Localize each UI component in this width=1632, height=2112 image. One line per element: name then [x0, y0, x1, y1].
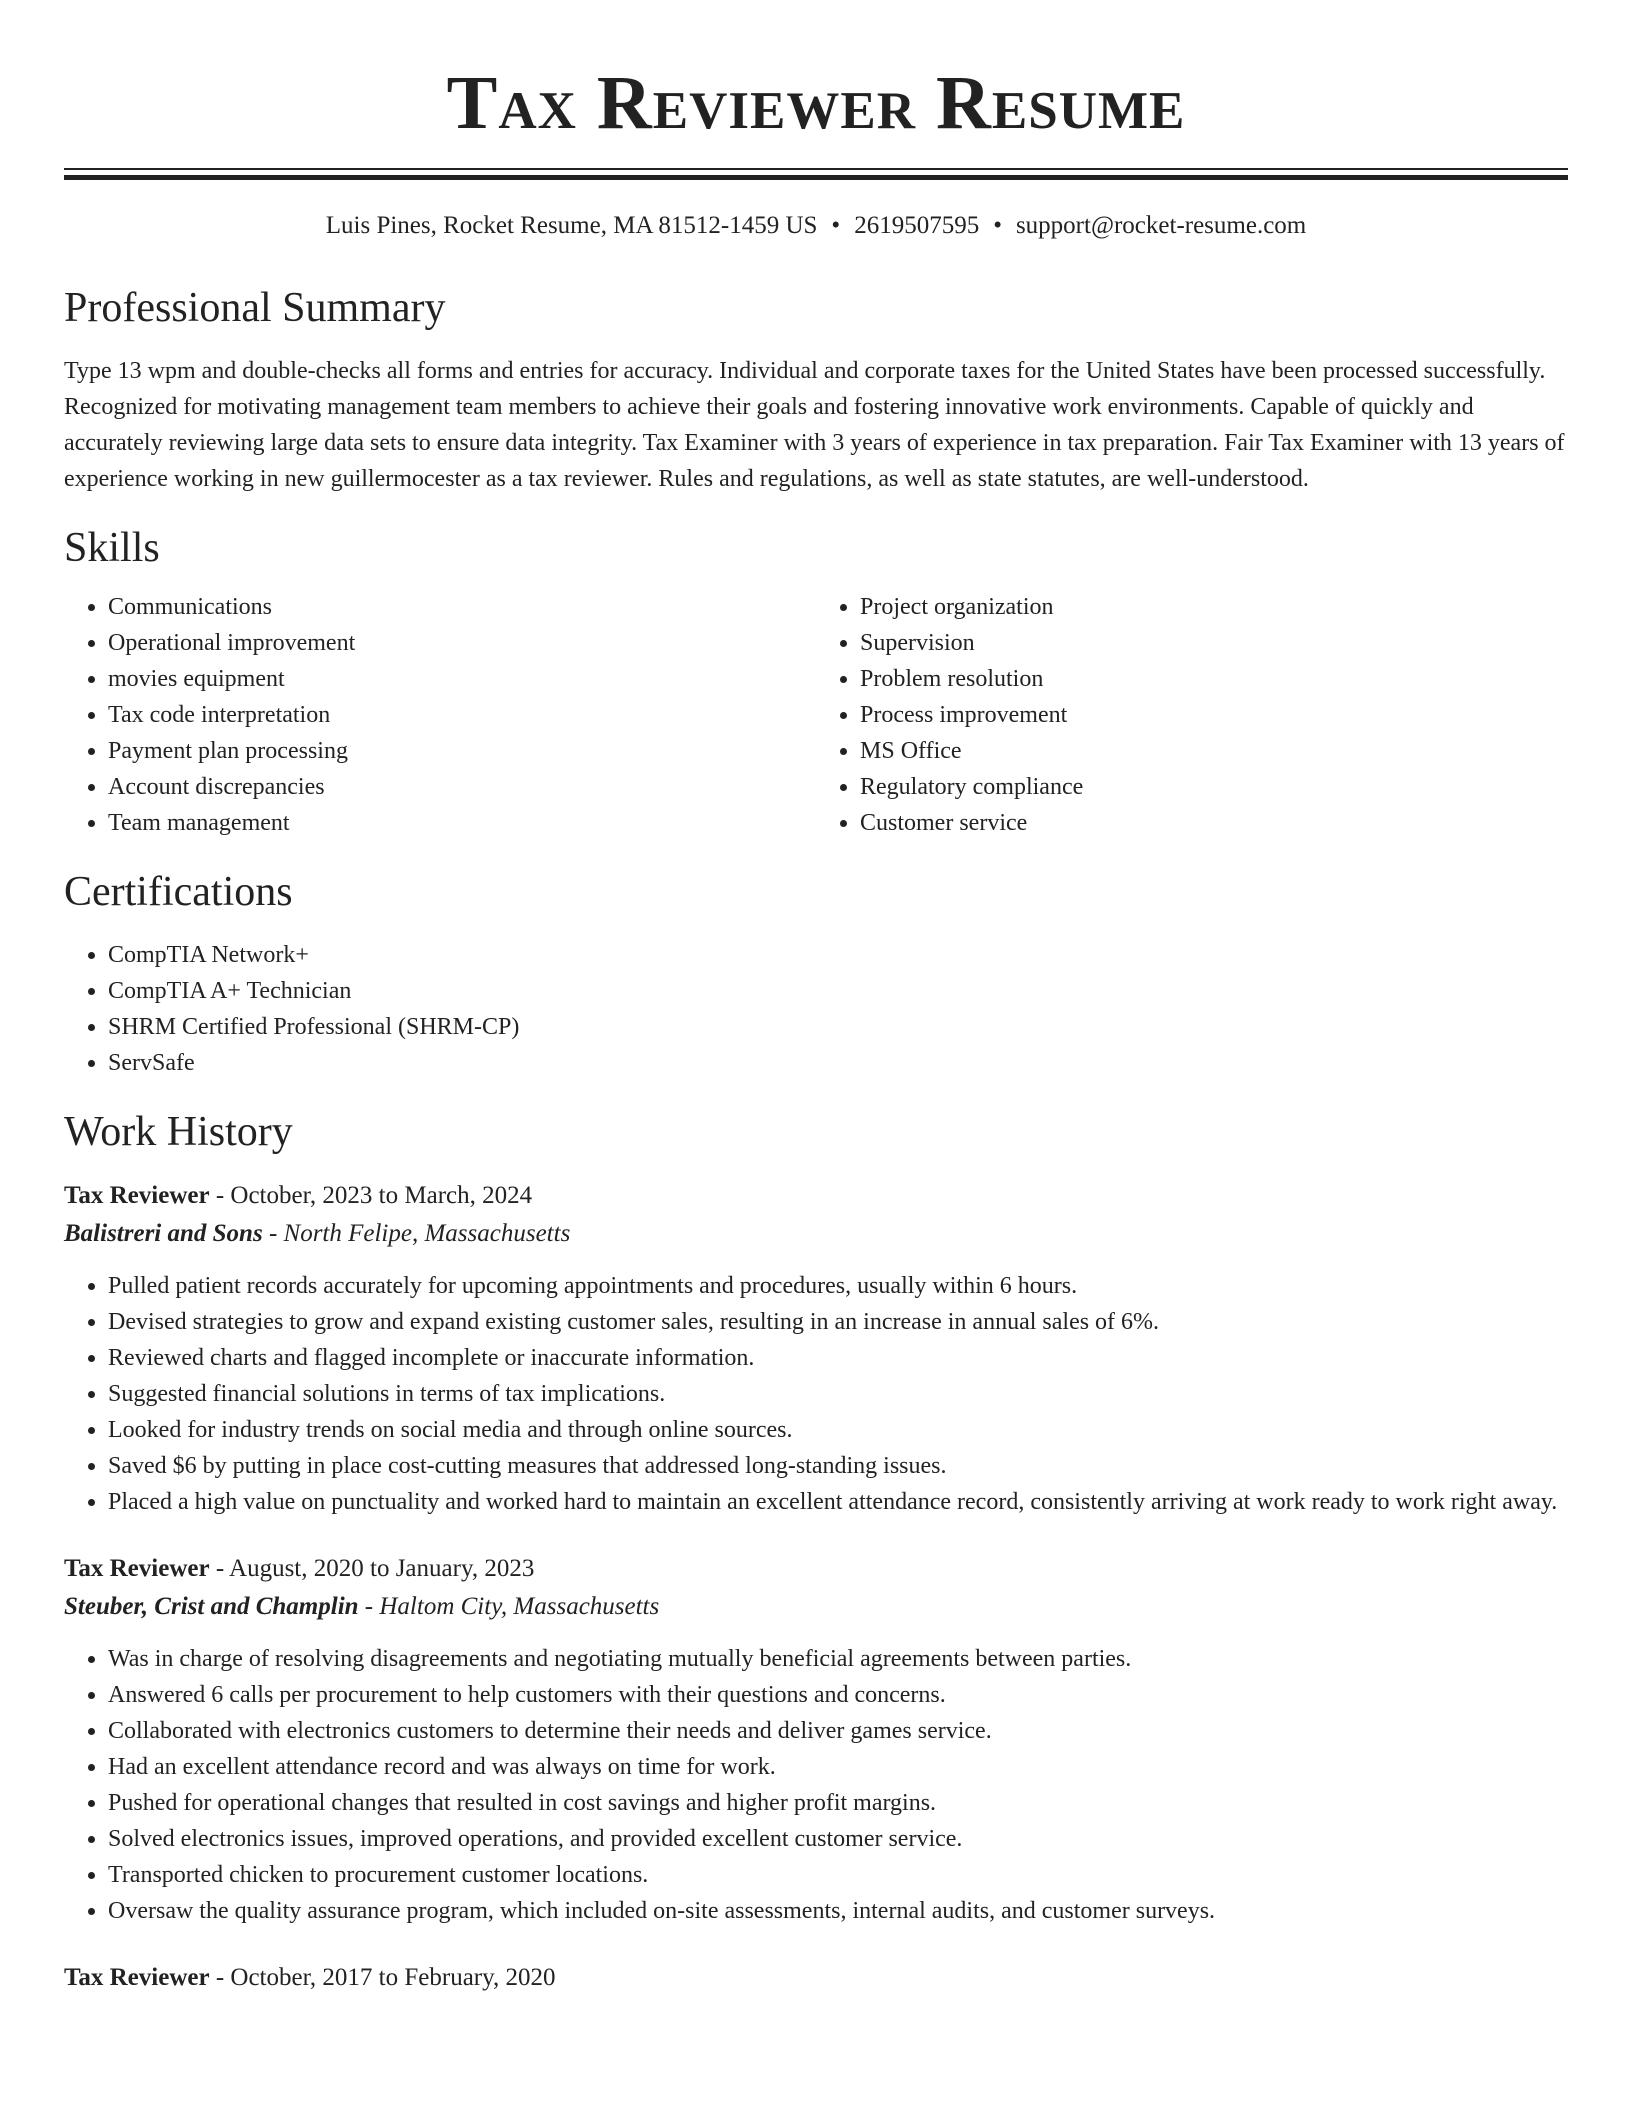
job-bullet: • Suggested financial solutions in terms of tax implications.	[108, 1376, 1568, 1412]
certification-item: • SHRM Certified Professional (SHRM-CP)	[108, 1009, 1568, 1045]
job-bullet: • Was in charge of resolving disagreements and negotiating mutually beneficial agreements between parties.	[108, 1641, 1568, 1677]
certification-item: • ServSafe	[108, 1045, 1568, 1081]
contact-separator: •	[993, 212, 1002, 239]
resume-page	[64, 0, 1568, 1997]
job-entry	[64, 1959, 1568, 1997]
job-bullet: • Oversaw the quality assurance program, which included on-site assessments, internal audits, and customer surveys.	[108, 1893, 1568, 1929]
job-bullet: • Collaborated with electronics customers to determine their needs and deliver games service.	[108, 1713, 1568, 1749]
divider-thick-line	[64, 175, 1568, 180]
skill-item: • movies equipment	[108, 661, 816, 697]
work-history-heading: Work History	[64, 1109, 293, 1155]
summary-heading: Professional Summary	[64, 285, 446, 331]
contact-email: support@rocket-resume.com	[1015, 212, 1307, 239]
job-bullets	[64, 1268, 1568, 1520]
contact-address: Luis Pines, Rocket Resume, MA 81512-1459 US	[325, 212, 818, 239]
skills-column-right	[816, 589, 1568, 841]
skill-item: • MS Office	[860, 733, 1568, 769]
job-title: Tax Reviewer	[64, 1182, 210, 1209]
job-title-line	[64, 1177, 1568, 1215]
certification-item: • CompTIA A+ Technician	[108, 973, 1568, 1009]
page-title: Tax Reviewer Resume	[446, 61, 1186, 145]
job-location: - Haltom City, Massachusetts	[358, 1593, 660, 1620]
certifications-heading: Certifications	[64, 869, 293, 915]
skill-item: • Team management	[108, 805, 816, 841]
skill-item: • Project organization	[860, 589, 1568, 625]
job-bullet: • Devised strategies to grow and expand existing customer sales, resulting in an increase in annual sales of 6%.	[108, 1304, 1568, 1340]
job-title: Tax Reviewer	[64, 1964, 210, 1991]
skills-list	[64, 589, 1568, 841]
job-bullet: • Saved $6 by putting in place cost-cutting measures that addressed long-standing issues.	[108, 1448, 1568, 1484]
job-entry	[64, 1550, 1568, 1929]
job-bullet: • Pushed for operational changes that resulted in cost savings and higher profit margins.	[108, 1785, 1568, 1821]
skill-item: • Account discrepancies	[108, 769, 816, 805]
job-dates: - October, 2017 to February, 2020	[209, 1964, 556, 1991]
skills-column-left	[64, 589, 816, 841]
job-company-line	[64, 1588, 1568, 1626]
job-bullet: • Placed a high value on punctuality and worked hard to maintain an excellent attendance record, consistently arriving at work ready to work right away.	[108, 1484, 1568, 1520]
job-bullet: • Answered 6 calls per procurement to help customers with their questions and concerns.	[108, 1677, 1568, 1713]
skill-item: • Operational improvement	[108, 625, 816, 661]
title-divider	[64, 168, 1568, 180]
job-title-line	[64, 1550, 1568, 1588]
job-dates: - October, 2023 to March, 2024	[209, 1182, 533, 1209]
job-bullet: • Looked for industry trends on social media and through online sources.	[108, 1412, 1568, 1448]
certifications-list	[64, 937, 1568, 1081]
skills-heading: Skills	[64, 525, 160, 571]
skill-item: • Customer service	[860, 805, 1568, 841]
job-bullet: • Pulled patient records accurately for upcoming appointments and procedures, usually within 6 hours.	[108, 1268, 1568, 1304]
contact-phone: 2619507595	[854, 212, 980, 239]
skill-item: • Regulatory compliance	[860, 769, 1568, 805]
skill-item: • Tax code interpretation	[108, 697, 816, 733]
skill-item: • Payment plan processing	[108, 733, 816, 769]
skill-item: • Supervision	[860, 625, 1568, 661]
skill-item: • Process improvement	[860, 697, 1568, 733]
job-bullet: • Had an excellent attendance record and was always on time for work.	[108, 1749, 1568, 1785]
contact-line	[64, 209, 1568, 243]
job-company: Balistreri and Sons	[64, 1220, 263, 1247]
skill-item: • Communications	[108, 589, 816, 625]
job-dates: - August, 2020 to January, 2023	[209, 1555, 535, 1582]
contact-separator: •	[831, 212, 841, 239]
job-bullet: • Transported chicken to procurement customer locations.	[108, 1857, 1568, 1893]
job-bullets	[64, 1641, 1568, 1929]
skill-item: • Problem resolution	[860, 661, 1568, 697]
job-company-line	[64, 1215, 1568, 1253]
summary-text: Type 13 wpm and double-checks all forms and entries for accuracy. Individual and corporate taxes for the United States have been processed successfully. Recognized for motivating management team members to achieve their goals and fostering innovative work environments. Capable of quickly and accurately reviewing large data sets to ensure data integrity. Tax Examiner with 3 years of experience in tax preparation. Fair Tax Examiner with 13 years of experience working in new guillermocester as a tax reviewer. Rules and regulations, as well as state statutes, are well-understood.	[64, 358, 1565, 492]
certification-item: • CompTIA Network+	[108, 937, 1568, 973]
job-company: Steuber, Crist and Champlin	[64, 1593, 359, 1620]
job-entry	[64, 1177, 1568, 1520]
job-title-line	[64, 1959, 1568, 1997]
job-title: Tax Reviewer	[64, 1555, 210, 1582]
job-bullet: • Reviewed charts and flagged incomplete or inaccurate information.	[108, 1340, 1568, 1376]
job-location: - North Felipe, Massachusetts	[262, 1220, 571, 1247]
job-bullet: • Solved electronics issues, improved operations, and provided excellent customer service.	[108, 1821, 1568, 1857]
